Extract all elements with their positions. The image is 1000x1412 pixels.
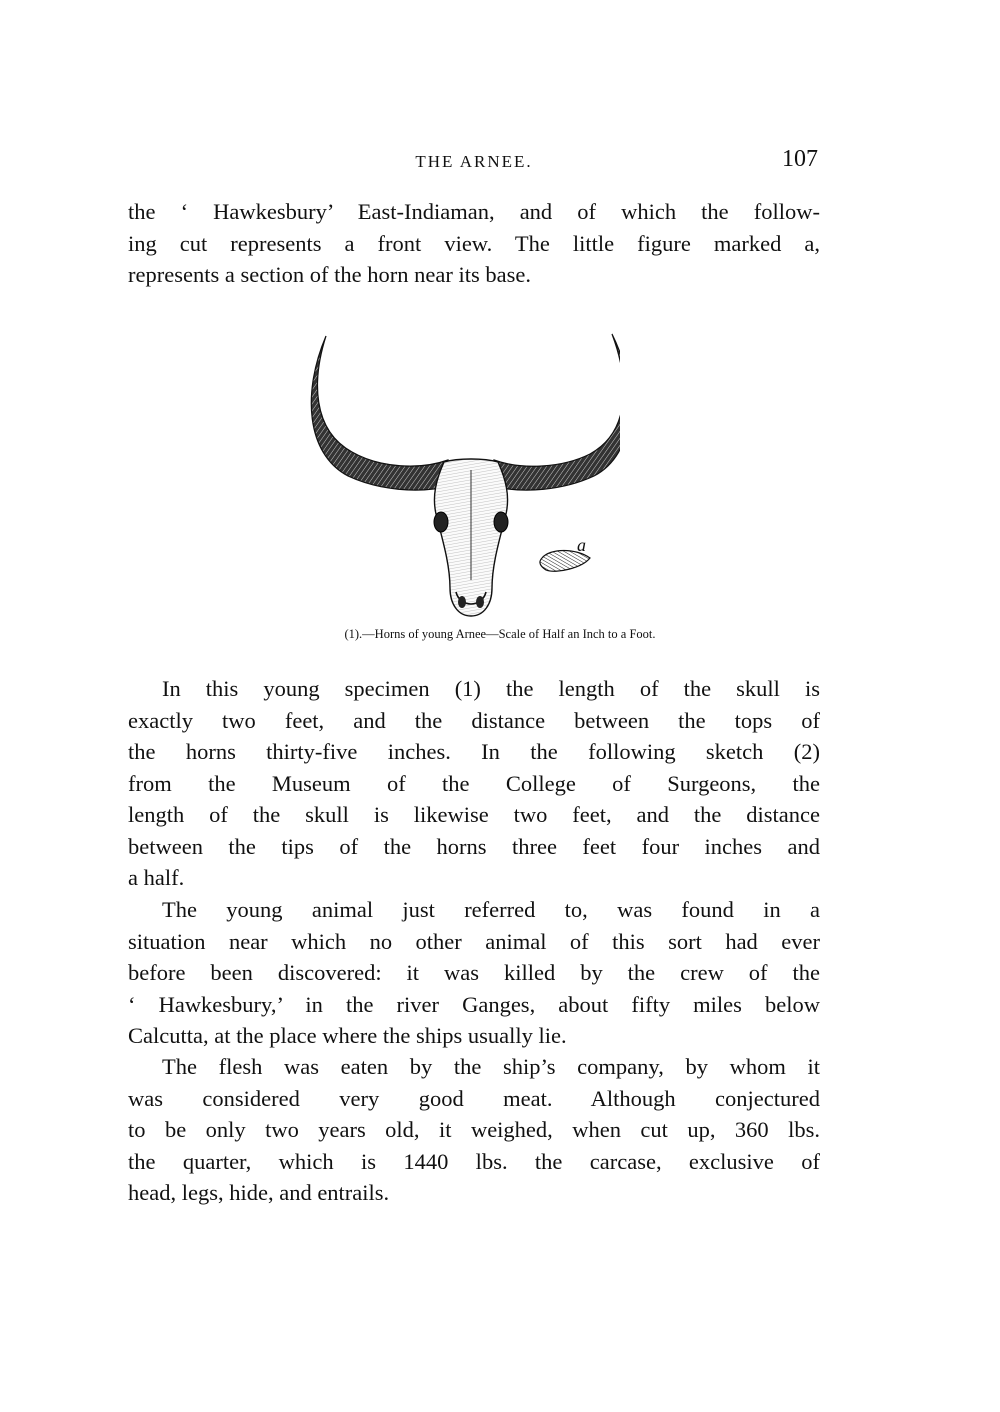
right-horn — [492, 334, 620, 490]
text-line: The flesh was eaten by the ship’s company, by whom it — [162, 1054, 820, 1079]
paragraph-intro — [128, 196, 820, 291]
text-line: ‘ Hawkesbury,’ in the river Ganges, about fifty miles below — [128, 991, 820, 1017]
text-line: to be only two years old, it weighed, when cut up, 360 lbs. — [128, 1117, 820, 1142]
text-line: Calcutta, at the place where the ships usually lie. — [128, 1023, 567, 1048]
paragraph-measurements — [128, 673, 820, 894]
text-line: In this young specimen (1) the length of the skull is — [162, 676, 820, 701]
figure-caption: (1).—Horns of young Arnee—Scale of Half an Inch to a Foot. — [344, 627, 656, 641]
text-line: between the tips of the horns three feet four inches and — [128, 833, 820, 859]
running-title: THE ARNEE. — [415, 152, 533, 171]
running-head — [128, 146, 820, 176]
text-line: the quarter, which is 1440 lbs. the carcase, exclusive of — [128, 1148, 820, 1174]
text-line: the ‘ Hawkesbury’ East-Indiaman, and of which the follow- — [128, 199, 820, 224]
text-line: exactly two feet, and the distance between the tops of — [128, 707, 820, 733]
left-horn — [311, 336, 450, 490]
text-line: situation near which no other animal of this sort had ever — [128, 928, 820, 954]
text-line: represents a section of the horn near its base. — [128, 262, 531, 287]
text-line: was considered very good meat. Although conjectured — [128, 1085, 820, 1111]
figure-label-a: a — [577, 535, 586, 555]
paragraph-flesh — [128, 1051, 820, 1209]
text-line: the horns thirty-five inches. In the following sketch (2) — [128, 739, 820, 764]
text-line: before been discovered: it was killed by the crew of the — [128, 960, 820, 985]
text-line: The young animal just referred to, was found in a — [162, 897, 820, 922]
text-line: length of the skull is likewise two feet, and the distance — [128, 802, 820, 827]
page-number: 107 — [782, 146, 818, 172]
paragraph-discovery — [128, 894, 820, 1052]
text-line: ing cut represents a front view. The little figure marked a, — [128, 230, 820, 256]
arnee-horns-figure — [300, 330, 620, 622]
text-line: from the Museum of the College of Surgeons, the — [128, 770, 820, 796]
text-line: head, legs, hide, and entrails. — [128, 1180, 390, 1205]
text-line: a half. — [128, 865, 185, 890]
